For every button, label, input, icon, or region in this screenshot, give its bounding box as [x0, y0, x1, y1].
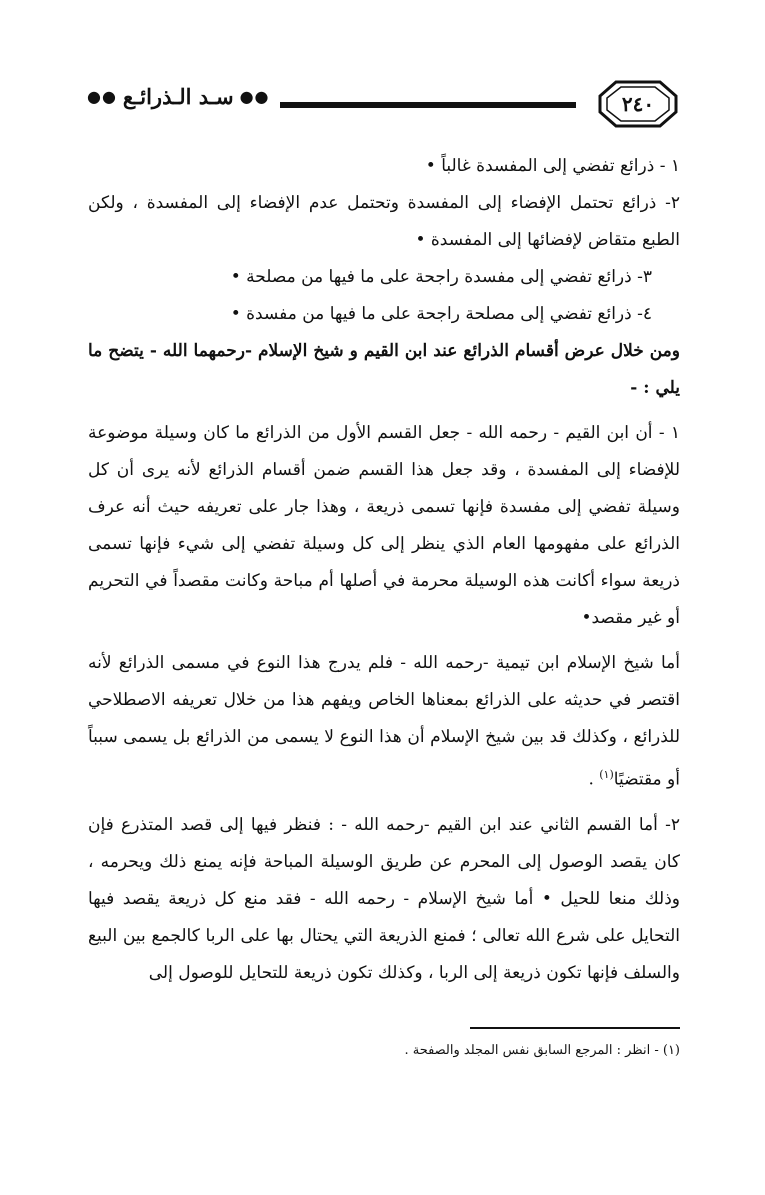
- list-item: ٢- ذرائع تحتمل الإفضاء إلى المفسدة وتحتمل عدم الإفضاء إلى المفسدة ، ولكن الطبع متقاض لإفضائها إلى المفسدة •: [88, 193, 680, 250]
- footnote: (١) - انظر : المرجع السابق نفس المجلد والصفحة .: [404, 1043, 680, 1058]
- paragraph-end: .: [588, 769, 600, 790]
- list-item: ٤- ذرائع تفضي إلى مصلحة راجحة على ما فيها من مفسدة •: [230, 304, 652, 324]
- paragraph: ١ - أن ابن القيم - رحمه الله - جعل القسم الأول من الذرائع ما كان وسيلة موضوعة للإفضاء إلى المفسدة ، وقد جعل هذا القسم ضمن أقسام الذرائع لأنه يرى أن كل وسيلة تفضي إلى مفسدة فإنها تسمى ذريعة ، وهذا جار على تعريفه حيث أنه عرف الذرائع على مفهومها العام الذي ينظر إلى كل وسيلة تفضي إلى شيء فإنها تسمى ذريعة سواء أكانت هذه الوسيلة محرمة في أصلها أم مباحة وكانت مقصداً في التحريم أو غير مقصد•: [88, 423, 680, 628]
- paragraph: [88, 645, 680, 799]
- running-title: [87, 84, 269, 109]
- header-rule: [280, 102, 576, 108]
- page-body: [88, 148, 680, 992]
- list-item: ٣- ذرائع تفضي إلى مفسدة راجحة على ما فيها من مصلحة •: [230, 267, 652, 287]
- page-number-emblem: [596, 78, 680, 130]
- bold-intro: ومن خلال عرض أقسام الذرائع عند ابن القيم و شيخ الإسلام -رحمهما الله - يتضح ما يلي : -: [88, 341, 680, 398]
- page-number: ٢٤٠: [621, 92, 655, 116]
- ornament-dots: ●●: [87, 87, 117, 106]
- paragraph: ٢- أما القسم الثاني عند ابن القيم -رحمه الله - : فنظر فيها إلى قصد المتذرع فإن كان يقصد الوصول إلى المحرم عن طريق الوسيلة المباحة فإنه يمنع ذلك ويحرمه ، وذلك منعا للحيل • أما شيخ الإسلام - رحمه الله - فقد منع كل ذريعة يقصد فيها التحايل على شرع الله تعالى ؛ فمنع الذريعة التي يحتال بها على الربا كالجمع بين البيع والسلف فإنها تكون ذريعة إلى الربا ، وكذلك تكون ذريعة للتحايل للوصول إلى: [88, 814, 680, 983]
- ornament-dots: ●●: [239, 87, 270, 106]
- footnote-ref: (١): [599, 768, 614, 781]
- chapter-title: سـد الـذرائـع: [122, 84, 234, 109]
- footnote-rule: [470, 1027, 680, 1029]
- paragraph-text: أما شيخ الإسلام ابن تيمية -رحمه الله - فلم يدرج هذا النوع في مسمى الذرائع لأنه اقتصر في حديثه على الذرائع بمعناها الخاص ويفهم هذا من خلال تعريفه الاصطلاحي للذرائع ، وكذلك قد بين شيخ الإسلام أن هذا النوع لا يسمى من الذرائع بل يسمى سبباً أو مقتضيًا: [88, 653, 680, 790]
- list-item: ١ - ذرائع تفضي إلى المفسدة غالباً •: [425, 156, 680, 176]
- page-header: [85, 78, 680, 130]
